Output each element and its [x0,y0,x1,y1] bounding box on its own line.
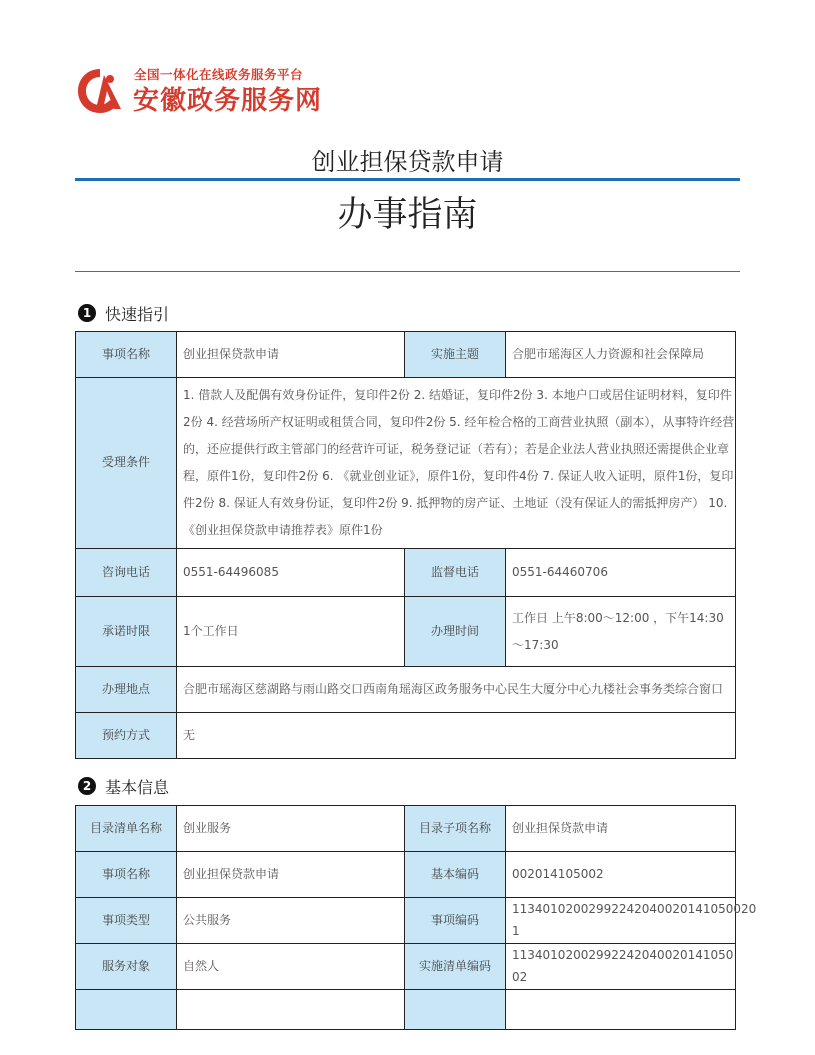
table-row [76,898,736,944]
item-name-value: 创业担保贷款申请 [177,852,405,898]
hours-value: 工作日 上午8:00～12:00 ，下午14:30～17:30 [506,597,736,667]
service-target-value: 自然人 [177,944,405,990]
booking-value: 无 [177,713,736,759]
basic-code-label: 基本编码 [405,852,506,898]
table-cell [405,990,506,1030]
section-title: 基本信息 [105,777,170,797]
table-cell [506,990,736,1030]
table-row [76,713,736,759]
table-row [76,332,736,378]
conditions-label: 受理条件 [76,378,177,549]
supervise-phone-value: 0551-64460706 [506,549,736,597]
table-row [76,597,736,667]
catalog-sub-label: 目录子项名称 [405,806,506,852]
table-row [76,990,736,1030]
table-row [76,944,736,990]
catalog-name-value: 创业服务 [177,806,405,852]
item-code-label: 事项编码 [405,898,506,944]
section-quick-guide-heading [78,301,169,325]
supervise-phone-label: 监督电话 [405,549,506,597]
impl-code-value: 11340102002992242040020141050 02 [506,944,736,990]
item-name-value: 创业担保贷款申请 [177,332,405,378]
promise-label: 承诺时限 [76,597,177,667]
subject-value: 合肥市瑶海区人力资源和社会保障局 [506,332,736,378]
table-row [76,667,736,713]
table-row [76,806,736,852]
table-row [76,378,736,549]
catalog-name-label: 目录清单名称 [76,806,177,852]
basic-info-table [75,805,757,1030]
item-code-value: 11340102002992242040020141050020 1 [506,898,736,944]
subject-label: 实施主题 [405,332,506,378]
impl-code-label: 实施清单编码 [405,944,506,990]
section-title: 快速指引 [105,304,170,324]
phone-label: 咨询电话 [76,549,177,597]
basic-code-value: 002014105002 [506,852,736,898]
conditions-value: 1. 借款人及配偶有效身份证件，复印件2份 2. 结婚证，复印件2份 3. 本地户口或居住证明材料，复印件2份 4. 经营场所产权证明或租赁合同，复印件2份 5. 经年检合格的工商营业执照（副本），从事特许经营的，还应提供行政主管部门的经营许可证，税务登记证（若有）；若是企业法人营业执照还需提供企业章程，原件1份，复印件2份 6. 《就业创业证》，原件1份，复印件4份 7. 保证人收入证明，原件1份，复印件2份 8. 保证人有效身份证，复印件2份 9. 抵押物的房产证、土地证（没有保证人的需抵押房产） 10. 《创业担保贷款申请推荐表》原件1份 [177,378,736,549]
promise-value: 1个工作日 [177,597,405,667]
table-row [76,549,736,597]
logo-tagline: 全国一体化在线政务服务平台 [134,67,304,82]
title-divider [75,178,740,181]
header-divider [75,271,740,272]
table-cell [177,990,405,1030]
table-row [76,852,736,898]
section-number-badge: 2 [78,777,96,795]
item-name-label: 事项名称 [76,852,177,898]
hours-label: 办理时间 [405,597,506,667]
catalog-sub-value: 创业担保贷款申请 [506,806,736,852]
service-target-label: 服务对象 [76,944,177,990]
address-value: 合肥市瑶海区慈湖路与雨山路交口西南角瑶海区政务服务中心民生大厦分中心九楼社会事务类综合窗口 [177,667,736,713]
section-number-badge: 1 [78,304,96,322]
table-cell [76,990,177,1030]
booking-label: 预约方式 [76,713,177,759]
document-subtitle: 办事指南 [337,195,478,235]
logo-site-name: 安徽政务服务网 [133,86,323,116]
item-type-label: 事项类型 [76,898,177,944]
document-title: 创业担保贷款申请 [311,148,504,176]
address-label: 办理地点 [76,667,177,713]
section-basic-info-heading [78,774,169,798]
anhui-logo-icon [74,65,126,117]
quick-guide-table [75,331,736,759]
item-type-value: 公共服务 [177,898,405,944]
phone-value: 0551-64496085 [177,549,405,597]
item-name-label: 事项名称 [76,332,177,378]
platform-logo[interactable] [74,62,344,118]
